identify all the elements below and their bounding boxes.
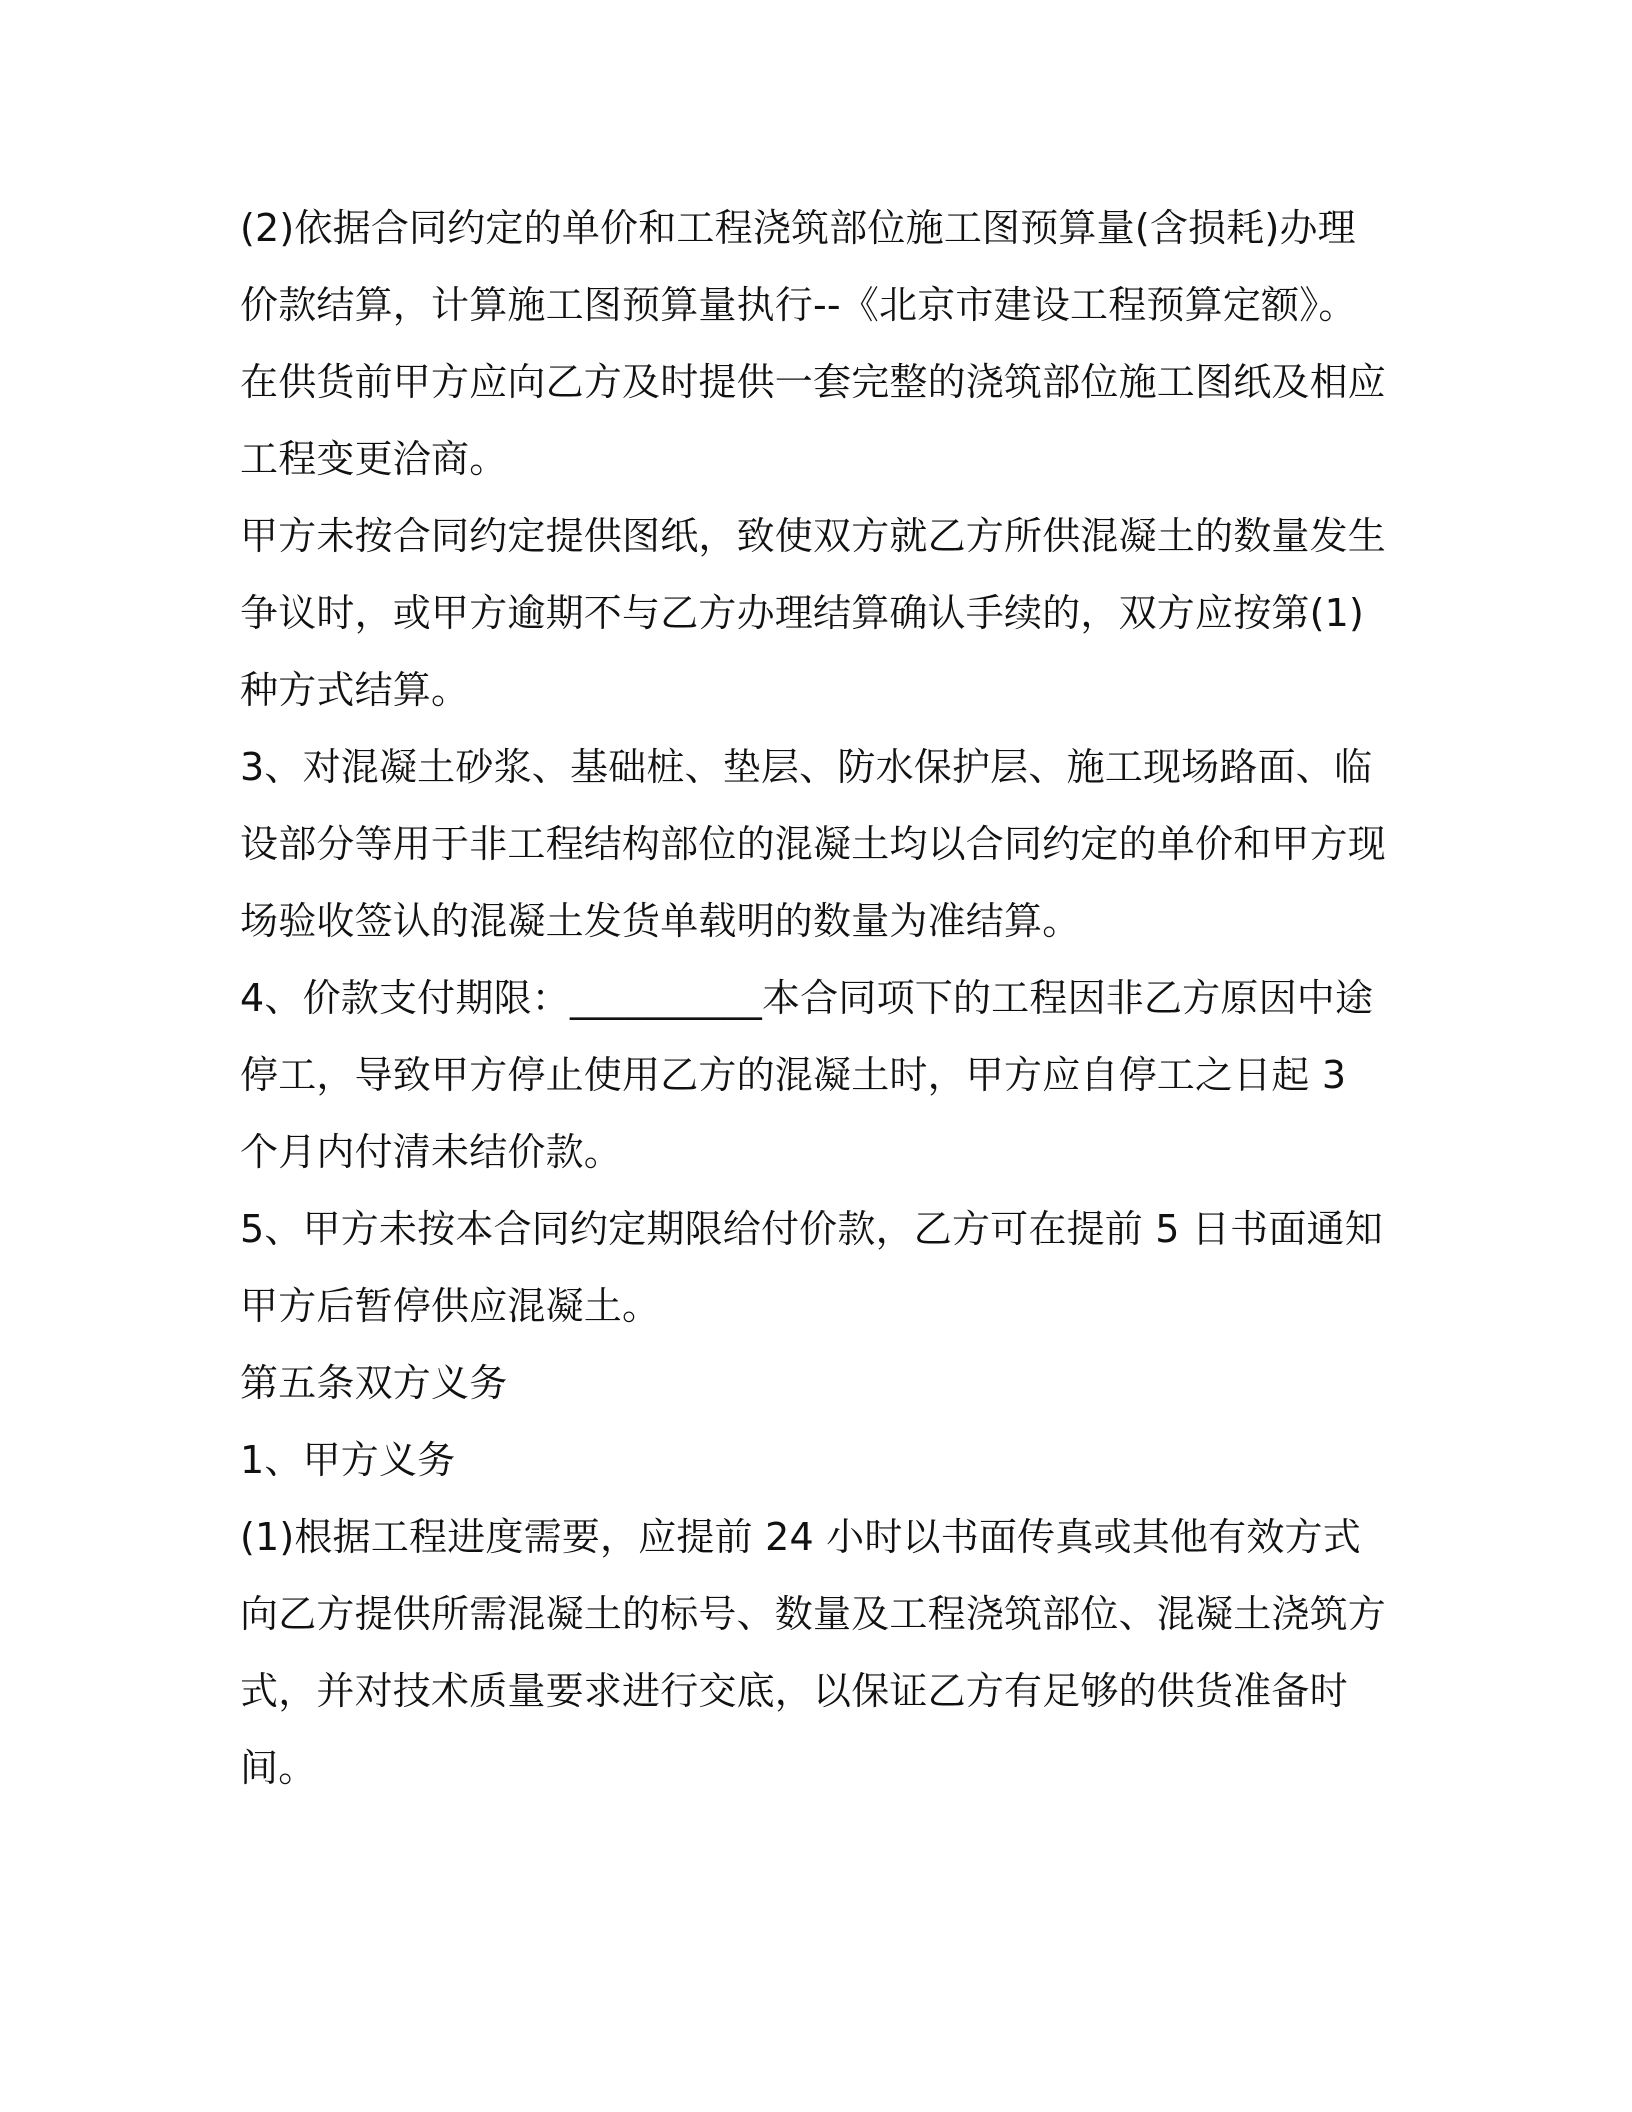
paragraph-clause-4-payment-term: 4、价款支付期限：__________本合同项下的工程因非乙方原因中途停工，导致甲方停止使用乙方的混凝土时，甲方应自停工之日起 3 个月内付清未结价款。 [240,976,1374,1174]
document-body [240,190,1390,1807]
paragraph-obligation-1: (1)根据工程进度需要，应提前 24 小时以书面传真或其他有效方式向乙方提供所需混凝土的标号、数量及工程浇筑部位、混凝土浇筑方式，并对技术质量要求进行交底，以保证乙方有足够的供货准备时间。 [240,1515,1387,1790]
paragraph-settlement-method-2: (2)依据合同约定的单价和工程浇筑部位施工图预算量(含损耗)办理价款结算，计算施工图预算量执行--《北京市建设工程预算定额》。 [240,206,1357,327]
paragraph-quantity-dispute: 甲方未按合同约定提供图纸，致使双方就乙方所供混凝土的数量发生争议时，或甲方逾期不与乙方办理结算确认手续的，双方应按第(1)种方式结算。 [240,514,1387,712]
section-heading-article-5: 第五条双方义务 [240,1361,508,1405]
subheading-party-a-obligations: 1、甲方义务 [240,1438,456,1482]
paragraph-clause-5: 5、甲方未按本合同约定期限给付价款，乙方可在提前 5 日书面通知甲方后暂停供应混凝土。 [240,1207,1383,1328]
paragraph-clause-3: 3、对混凝土砂浆、基础桩、垫层、防水保护层、施工现场路面、临设部分等用于非工程结构部位的混凝土均以合同约定的单价和甲方现场验收签认的混凝土发货单载明的数量为准结算。 [240,745,1387,943]
paragraph-drawings-before-supply: 在供货前甲方应向乙方及时提供一套完整的浇筑部位施工图纸及相应工程变更洽商。 [240,360,1387,481]
